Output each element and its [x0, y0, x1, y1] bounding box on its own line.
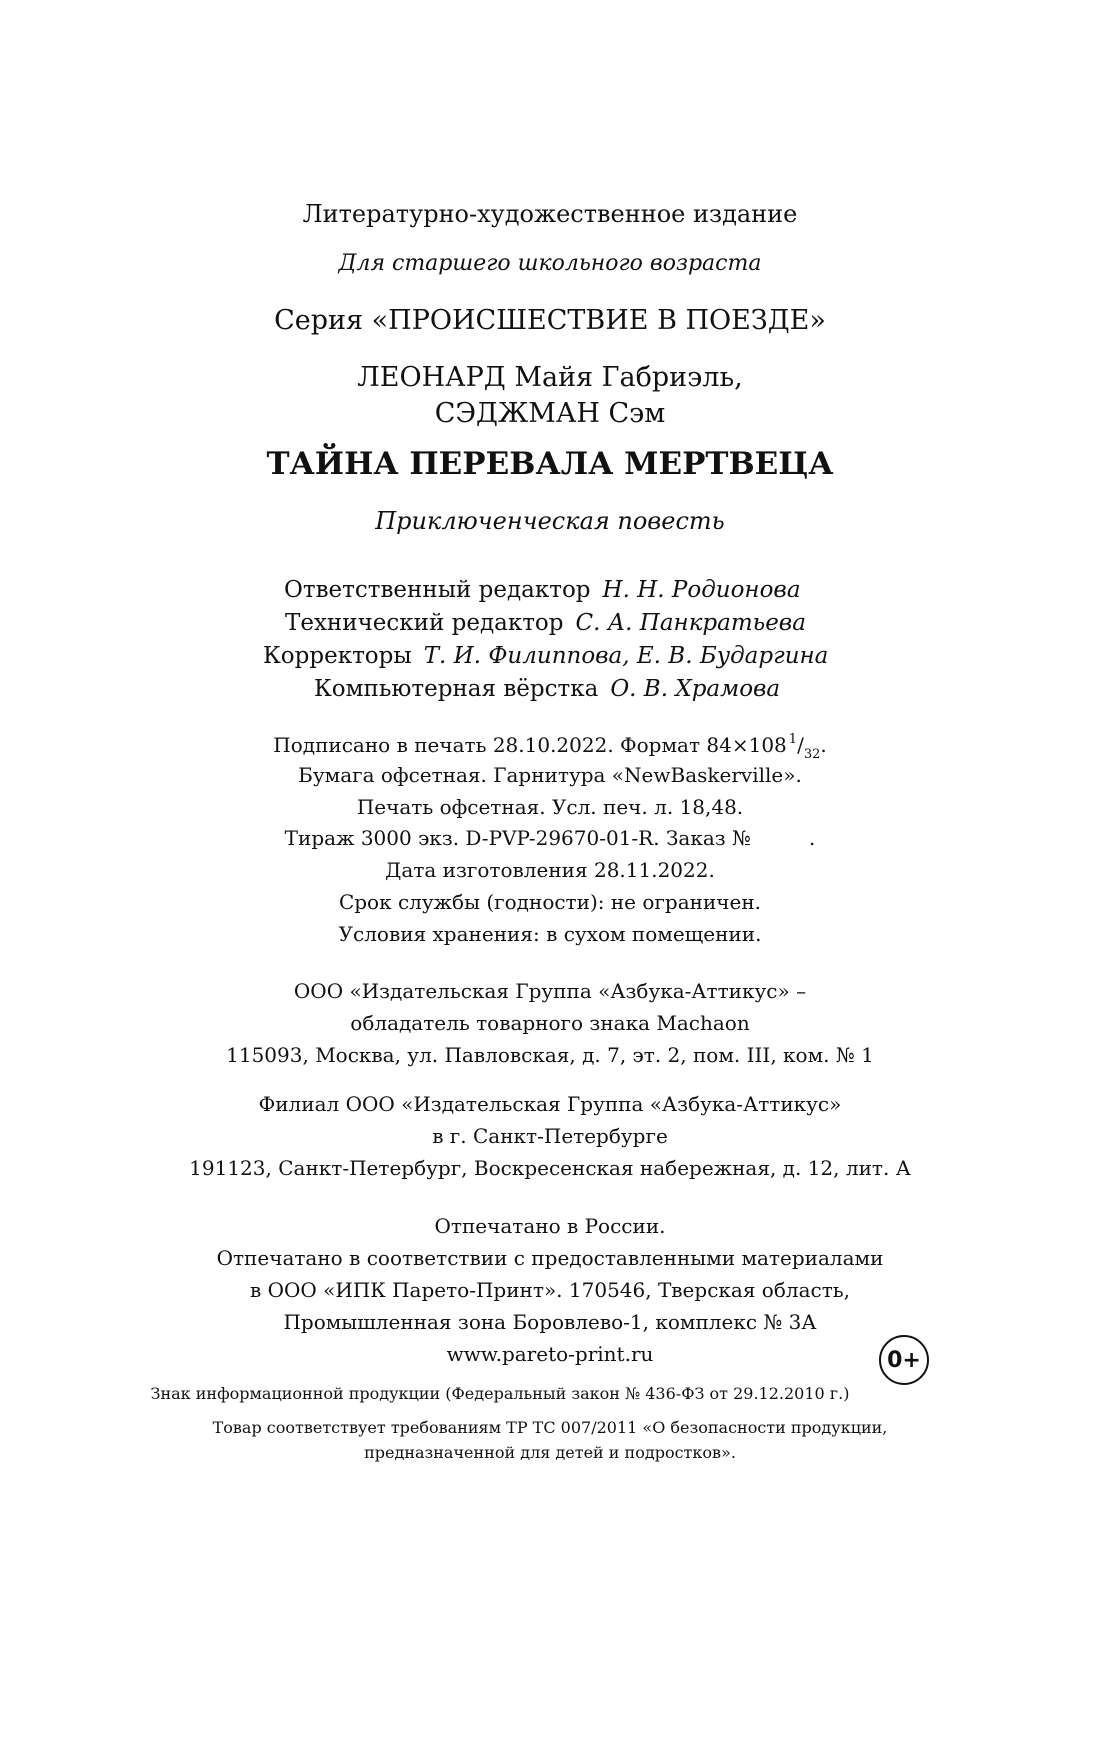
- info-product-sign: Знак информационной продукции (Федеральный закон № 436-ФЗ от 29.12.2010 г.): [150, 1384, 850, 1403]
- manufacture-date: Дата изготовления 28.11.2022.: [385, 858, 715, 882]
- genre: Приключенческая повесть: [375, 507, 725, 535]
- printer-line-3: в ООО «ИПК Парето-Принт». 170546, Тверская область,: [249, 1278, 851, 1302]
- printer-website: www.pareto-print.ru: [446, 1342, 654, 1366]
- audience: Для старшего школьного возраста: [338, 251, 762, 276]
- credit-person: С. А. Панкратьева: [575, 610, 806, 636]
- publisher-line-1: ООО «Издательская Группа «Азбука-Аттикус» –: [293, 979, 807, 1003]
- credit-person: О. В. Храмова: [610, 676, 781, 702]
- credit-row: [314, 678, 780, 701]
- format-numerator: 1: [788, 732, 798, 747]
- credit-role: Корректоры: [263, 643, 412, 669]
- age-rating-badge: 0+: [879, 1335, 929, 1385]
- printer-line-1: Отпечатано в России.: [434, 1214, 666, 1238]
- credit-row: [285, 612, 806, 635]
- circulation-info: [0, 828, 1100, 848]
- printing-info: Печать офсетная. Усл. печ. л. 18,48.: [356, 795, 744, 819]
- credit-row: [284, 579, 801, 602]
- author-2: СЭДЖМАН Сэм: [434, 398, 666, 429]
- shelf-life: Срок службы (годности): не ограничен.: [338, 890, 762, 914]
- author-1: ЛЕОНАРД Майя Габриэль,: [357, 362, 743, 393]
- credit-person: Т. И. Филиппова, Е. В. Бударгина: [423, 643, 829, 669]
- credit-person: Н. Н. Родионова: [602, 577, 801, 603]
- branch-line-2: в г. Санкт-Петербурге: [432, 1124, 668, 1148]
- branch-line-1: Филиал ООО «Издательская Группа «Азбука-Аттикус»: [258, 1092, 842, 1116]
- credit-role: Ответственный редактор: [284, 577, 591, 603]
- publisher-address: 115093, Москва, ул. Павловская, д. 7, эт. 2, пом. III, ком. № 1: [226, 1043, 874, 1067]
- format-end: .: [820, 733, 827, 757]
- series-title: Серия «ПРОИСШЕСТВИЕ В ПОЕЗДЕ»: [274, 305, 826, 336]
- printer-line-2: Отпечатано в соответствии с предоставленными материалами: [216, 1246, 884, 1270]
- conformity-line-1: Товар соответствует требованиям ТР ТС 007/2011 «О безопасности продукции,: [212, 1418, 888, 1437]
- format-slash: /: [797, 733, 804, 757]
- publisher-line-2: обладатель товарного знака Machaon: [350, 1011, 750, 1035]
- signed-to-print: [0, 733, 1100, 761]
- circulation-end: .: [808, 826, 816, 850]
- conformity-line-2: предназначенной для детей и подростков».: [364, 1443, 736, 1462]
- circulation-text: Тираж 3000 экз. D-PVP-29670-01-R. Заказ №: [284, 826, 751, 850]
- edition-type: Литературно-художественное издание: [302, 200, 798, 228]
- paper-info: Бумага офсетная. Гарнитура «NewBaskerville».: [298, 763, 802, 787]
- credit-row: [263, 645, 828, 668]
- credit-role: Технический редактор: [285, 610, 564, 636]
- storage-conditions: Условия хранения: в сухом помещении.: [338, 922, 762, 946]
- printer-line-4: Промышленная зона Боровлево-1, комплекс № 3А: [283, 1310, 817, 1334]
- credit-role: Компьютерная вёрстка: [314, 676, 599, 702]
- signed-text: Подписано в печать 28.10.2022. Формат 84×108: [273, 733, 787, 757]
- format-denominator: 32: [803, 747, 821, 762]
- book-title: ТАЙНА ПЕРЕВАЛА МЕРТВЕЦА: [266, 446, 834, 482]
- branch-address: 191123, Санкт-Петербург, Воскресенская набережная, д. 12, лит. А: [189, 1156, 911, 1180]
